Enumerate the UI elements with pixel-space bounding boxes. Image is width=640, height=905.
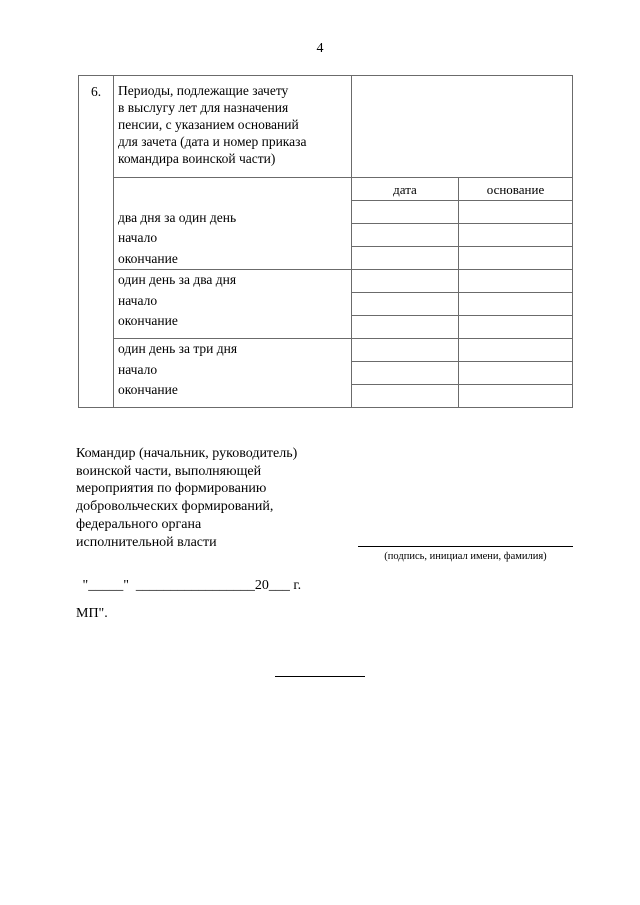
signer-line: добровольческих формирований,	[76, 499, 274, 515]
title-line: в выслугу лет для назначения	[118, 100, 289, 115]
date-field[interactable]: "_____" _________________20___ г.	[79, 578, 302, 593]
table-row	[79, 76, 573, 178]
basis-cell[interactable]	[459, 247, 573, 270]
period-label: один день за два дня	[118, 272, 237, 287]
title-line: командира воинской части)	[118, 151, 276, 166]
date-cell[interactable]	[352, 247, 459, 270]
title-line: для зачета (дата и номер приказа	[118, 134, 307, 149]
basis-cell[interactable]	[459, 293, 573, 316]
periods-table	[78, 75, 573, 408]
title-line: пенсии, с указанием оснований	[118, 117, 299, 132]
period-start: начало	[118, 230, 158, 245]
column-header-date: дата	[352, 178, 459, 201]
period-group-1	[114, 178, 352, 270]
column-header-basis: основание	[459, 178, 573, 201]
periods-title	[114, 76, 352, 178]
period-label: один день за три дня	[118, 341, 238, 356]
date-cell[interactable]	[352, 316, 459, 339]
basis-cell[interactable]	[459, 270, 573, 293]
row-number: 6.	[79, 76, 114, 408]
date-cell[interactable]	[352, 385, 459, 408]
basis-cell[interactable]	[459, 316, 573, 339]
basis-cell[interactable]	[459, 224, 573, 247]
page-number: 4	[316, 41, 324, 56]
basis-cell[interactable]	[459, 362, 573, 385]
basis-cell[interactable]	[459, 339, 573, 362]
period-group-2	[114, 270, 352, 339]
date-cell[interactable]	[352, 224, 459, 247]
date-cell[interactable]	[352, 270, 459, 293]
signature-field[interactable]	[358, 546, 573, 547]
period-end: окончание	[118, 313, 178, 328]
period-end: окончание	[118, 382, 178, 397]
blank-cell	[352, 76, 573, 178]
stamp-mark: МП".	[76, 606, 108, 621]
date-cell[interactable]	[352, 362, 459, 385]
basis-cell[interactable]	[459, 201, 573, 224]
signer-block	[76, 445, 297, 551]
signer-line: Командир (начальник, руководитель)	[76, 446, 298, 461]
date-cell[interactable]	[352, 339, 459, 362]
table-row	[79, 178, 573, 201]
basis-cell[interactable]	[459, 385, 573, 408]
date-cell[interactable]	[352, 201, 459, 224]
signer-line: мероприятия по формированию	[76, 481, 267, 497]
period-group-3	[114, 339, 352, 408]
signer-line: исполнительной власти	[76, 534, 217, 550]
end-divider	[275, 676, 365, 677]
period-end: окончание	[118, 250, 178, 266]
signer-line: федерального органа	[76, 516, 202, 532]
table-row	[79, 270, 573, 293]
date-cell[interactable]	[352, 293, 459, 316]
table-row	[79, 339, 573, 362]
signature-caption: (подпись, инициал имени, фамилия)	[384, 551, 547, 562]
period-start: начало	[118, 361, 158, 377]
title-line: Периоды, подлежащие зачету	[118, 83, 289, 98]
signer-line: воинской части, выполняющей	[76, 463, 262, 479]
period-label: два дня за один день	[118, 210, 237, 225]
period-start: начало	[118, 292, 158, 308]
